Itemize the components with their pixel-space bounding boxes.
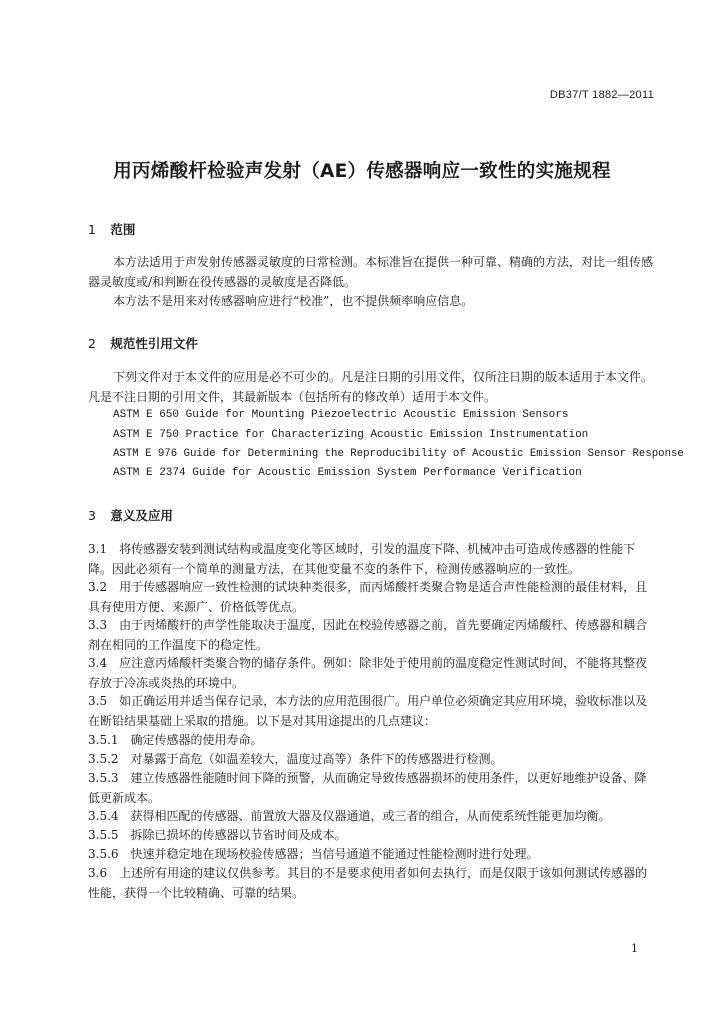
- clause-3-5-3: 3.5.3 建立传感器性能随时间下降的预警，从而确定导致传感器损坏的使用条件，以更好地维护设备、降低更新成本。: [88, 771, 647, 805]
- section-title: 范围: [110, 222, 136, 237]
- clause-3-5-6: 3.5.6 快速并稳定地在现场校验传感器；当信号通道不能通过性能检测时进行处理。: [88, 847, 539, 861]
- clause-3-2: 3.2 用于传感器响应一致性检测的试块种类很多，而丙烯酸杆类聚合物是适合声性能检测的最佳材料，且具有使用方便、来源广、价格低等优点。: [88, 580, 648, 614]
- section-1-paragraph-1: 本方法适用于声发射传感器灵敏度的日常检测。本标准旨在提供一种可靠、精确的方法，对比一组传感器灵敏度或/和判断在役传感器的灵敏度是否降低。: [88, 255, 654, 289]
- section-number: 3: [88, 508, 96, 523]
- reference-item: ASTM E 2374 Guide for Acoustic Emission System Performance Verification: [113, 467, 582, 479]
- clause-3-5-4: 3.5.4 获得相匹配的传感器、前置放大器及仪器通道，或三者的组合，从而使系统性能更加均衡。: [88, 809, 611, 823]
- clause-3-5-2: 3.5.2 对暴露于高危（如温差较大，温度过高等）条件下的传感器进行检测。: [88, 752, 503, 766]
- clause-3-5: 3.5 如正确运用并适当保存记录，本方法的应用范围很广。用户单位必须确定其应用环境，验收标准以及在断铅结果基础上采取的措施。以下是对其用途提出的几点建议：: [88, 694, 648, 728]
- document-title: 用丙烯酸杆检验声发射（AE）传感器响应一致性的实施规程: [113, 161, 611, 182]
- reference-item: ASTM E 650 Guide for Mounting Piezoelectric Acoustic Emission Sensors: [113, 409, 569, 421]
- reference-item: ASTM E 976 Guide for Determining the Reproducibility of Acoustic Emission Sensor Response: [113, 448, 684, 460]
- section-2-heading: [88, 334, 198, 352]
- section-2-paragraph-1: 下列文件对于本文件的应用是必不可少的。凡是注日期的引用文件，仅所注日期的版本适用于本文件。凡是不注日期的引用文件，其最新版本（包括所有的修改单）适用于本文件。: [88, 370, 654, 404]
- clause-3-3: 3.3 由于丙烯酸杆的声学性能取决于温度，因此在校验传感器之前，首先要确定丙烯酸杆、传感器和耦合剂在相同的工作温度下的稳定性。: [88, 618, 648, 652]
- section-number: 2: [88, 336, 96, 351]
- document-code: DB37/T 1882—2011: [549, 89, 654, 101]
- clause-3-5-5: 3.5.5 拆除已损坏的传感器以节省时间及成本。: [88, 828, 347, 842]
- section-title: 意义及应用: [110, 508, 173, 523]
- clause-3-6: 3.6 上述所有用途的建议仅供参考。其目的不是要求使用者如何去执行，而是仅限于该如何测试传感器的性能，获得一个比较精确、可靠的结果。: [88, 866, 648, 900]
- section-1-paragraph-2: 本方法不是用来对传感器响应进行“校准”，也不提供频率响应信息。: [113, 294, 474, 308]
- section-title: 规范性引用文件: [110, 336, 198, 351]
- page-number: 1: [631, 942, 638, 955]
- clause-3-4: 3.4 应注意丙烯酸杆类聚合物的储存条件。例如：除非处于使用前的温度稳定性测试时间，不能将其整夜存放于冷冻或炎热的环境中。: [88, 656, 648, 690]
- section-1-heading: [88, 220, 135, 238]
- section-3-heading: [88, 506, 173, 524]
- clause-3-5-1: 3.5.1 确定传感器的使用寿命。: [88, 733, 263, 747]
- reference-item: ASTM E 750 Practice for Characterizing Acoustic Emission Instrumentation: [113, 429, 589, 441]
- section-number: 1: [88, 222, 96, 237]
- clause-3-1: 3.1 将传感器安装到测试结构或温度变化等区域时，引发的温度下降、机械冲击可造成传感器的性能下降。因此必须有一个简单的测量方法，在其他变量不变的条件下，检测传感器响应的一致性。: [88, 542, 636, 576]
